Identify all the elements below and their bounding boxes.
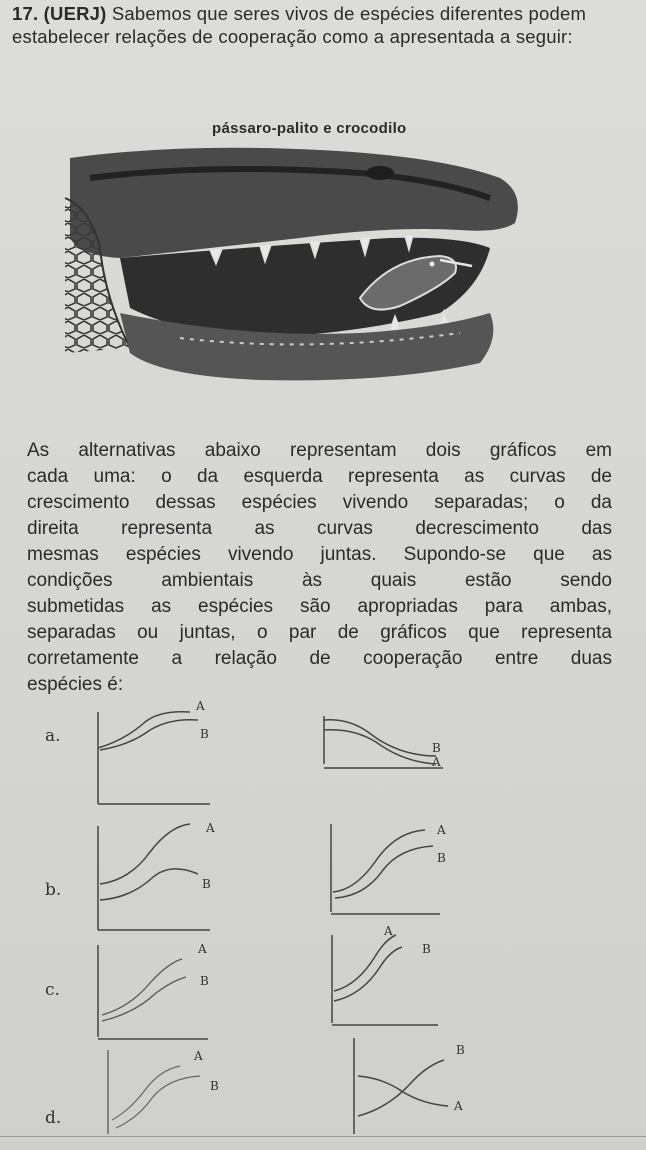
- option-c-right-label-b: B: [422, 942, 431, 956]
- statement-line: separadas ou juntas, o par de gráficos que representa: [27, 622, 612, 643]
- statement-line: direita representa as curvas decrescimento das: [27, 518, 612, 539]
- statement-line: cada uma: o da esquerda representa as curvas de: [27, 466, 612, 487]
- statement-line: As alternativas abaixo representam dois gráficos em: [27, 440, 612, 461]
- page-bottom-rule: [0, 1136, 646, 1137]
- option-a-left-label-a: A: [196, 700, 205, 713]
- question-statement: [27, 438, 612, 698]
- option-b-right-label-a: A: [437, 823, 446, 837]
- option-b-left-graph: [90, 812, 220, 937]
- option-c-left-label-a: A: [198, 942, 207, 956]
- option-a-right-label-a: A: [432, 755, 441, 769]
- statement-line: condições ambientais às quais estão sendo: [27, 570, 612, 591]
- option-c-left-graph: [90, 935, 220, 1045]
- statement-line: espécies é:: [27, 674, 124, 695]
- option-a-right-graph: [318, 712, 458, 812]
- option-d-left-graph: [100, 1040, 230, 1136]
- option-c-left-label-b: B: [200, 974, 209, 988]
- statement-line: crescimento dessas espécies vivendo separadas; o da: [27, 492, 612, 513]
- question-intro-text: Sabemos que seres vivos de espécies diferentes podem estabelecer relações de cooperação como a apresentada a seguir:: [12, 3, 587, 47]
- option-c-right-label-a: A: [384, 925, 393, 938]
- option-b-label[interactable]: b.: [45, 880, 62, 900]
- option-d-left-label-b: B: [210, 1079, 219, 1093]
- option-b-right-label-b: B: [437, 851, 446, 865]
- option-d-right-label-a: A: [454, 1099, 463, 1113]
- option-d-right-label-b: B: [456, 1043, 465, 1057]
- option-b-left-label-b: B: [202, 877, 211, 891]
- option-a-label[interactable]: a.: [45, 726, 61, 746]
- question-intro: [12, 2, 632, 48]
- option-a-right-label-b: B: [432, 741, 441, 755]
- option-b-left-label-a: A: [206, 821, 215, 835]
- option-c-right-graph: [328, 925, 458, 1030]
- option-a-left-graph: [90, 700, 220, 810]
- option-d-right-graph: [348, 1036, 478, 1136]
- option-d-left-label-a: A: [194, 1049, 203, 1063]
- figure-caption: pássaro-palito e crocodilo: [212, 120, 407, 137]
- option-d-label[interactable]: d.: [45, 1108, 62, 1128]
- option-c-label[interactable]: c.: [45, 980, 60, 1000]
- option-b-right-graph: [325, 812, 460, 922]
- question-number: 17. (UERJ): [12, 3, 107, 24]
- option-a-left-label-b: B: [200, 727, 209, 741]
- statement-line: corretamente a relação de cooperação entre duas: [27, 648, 612, 669]
- crocodile-bird-illustration: [60, 138, 530, 388]
- statement-line: submetidas as espécies são apropriadas para ambas,: [27, 596, 612, 617]
- statement-line: mesmas espécies vivendo juntas. Supondo-se que as: [27, 544, 612, 565]
